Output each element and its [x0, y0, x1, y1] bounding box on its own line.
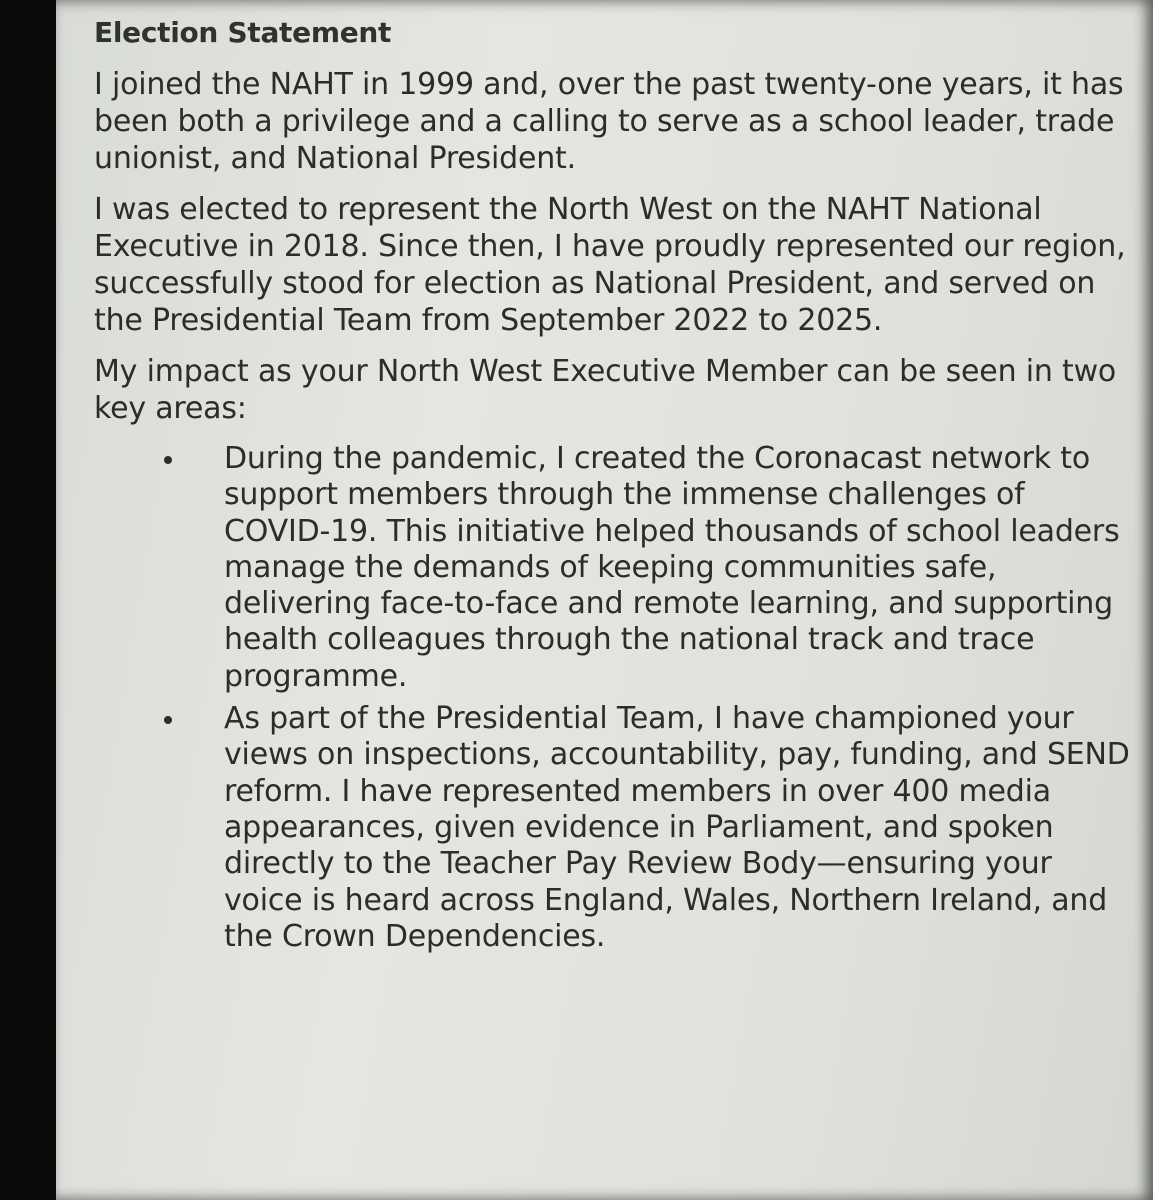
bullet-text-pandemic: During the pandemic, I created the Coronacast network to support members through the immense challenges of COVID-19. This initiative helped thousands of school leaders manage the demands of keeping communities safe, delivering face-to-face and remote learning, and supporting health colleagues through the national track and trace programme. [224, 441, 1120, 694]
paragraph-intro: I joined the NAHT in 1999 and, over the past twenty-one years, it has been both a privilege and a calling to serve as a school leader, trade unionist, and National President. [94, 67, 1124, 176]
paper-sheet [56, 0, 1153, 1200]
list-item [94, 701, 1134, 955]
paragraph-election: I was elected to represent the North West on the NAHT National Executive in 2018. Since then, I have proudly represented our region, successfully stood for election as National President, and served on the Presidential Team from September 2022 to 2025. [94, 192, 1126, 338]
bullet-icon [164, 456, 172, 464]
document-title: Election Statement [94, 16, 392, 49]
statement-content [94, 12, 1134, 961]
impact-list [94, 441, 1134, 955]
bullet-text-presidential: As part of the Presidential Team, I have championed your views on inspections, accountability, pay, funding, and SEND reform. I have represented members in over 400 media appearances, given evidence in Parliament, and spoken directly to the Teacher Pay Review Body—ensuring your voice is heard across England, Wales, Northern Ireland, and the Crown Dependencies. [224, 701, 1130, 954]
bullet-icon [164, 716, 172, 724]
list-item [94, 441, 1134, 695]
paragraph-impact: My impact as your North West Executive Member can be seen in two key areas: [94, 354, 1117, 426]
